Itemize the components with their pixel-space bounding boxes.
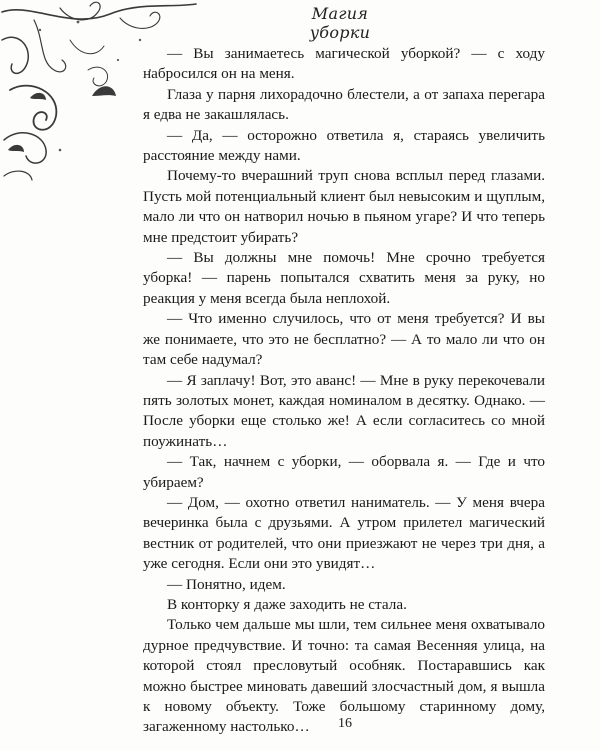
page-number: 16 [338, 716, 352, 731]
paragraph: В конторку я даже заходить не стала. [167, 595, 407, 613]
paragraph: — Да, — осторожно ответила я, стараясь увеличить расстояние между нами. [143, 126, 545, 165]
paragraph: Только чем дальше мы шли, тем сильнее меня охватывало дурное предчувствие. И точно: та самая Весенняя улица, на которой стоял пресловутый особняк. Постаравшись как можно быстрее миновать давеший злосчастный дом, я вышла к новому объекту. Тоже большому старинному дому, загаженному настолько… [143, 616, 545, 736]
body-text [143, 44, 545, 738]
paragraph: — Так, начнем с уборки, — оборвала я. — Где и что убираем? [143, 453, 545, 491]
paragraph: Глаза у парня лихорадочно блестели, а от запаха перегара я едва не закашлялась. [143, 85, 545, 124]
paragraph: — Дом, — охотно ответил наниматель. — У меня вчера вечеринка была с друзьями. А утром прилетел магический вестник от родителей, что они приезжают не через три дня, а уже сегодня. Если они это увидят… [143, 493, 545, 573]
paragraph: — Вы занимаетесь магической уборкой? — с ходу набросился он на меня. [143, 45, 545, 83]
paragraph: Почему-то вчерашний труп снова всплыл перед глазами. Пусть мой потенциальный клиент был невысоким и щуплым, мало ли что он натворил ночью в пьяном угаре? И что теперь мне предстоит убирать? [143, 167, 545, 246]
paragraph: — Я заплачу! Вот, это аванс! — Мне в руку перекочевали пять золотых монет, каждая номиналом в десятку. Однако. — После уборки еще столько же! А если согласитесь со мной поужинать… [143, 371, 545, 450]
paragraph: — Что именно случилось, что от меня требуется? И вы же понимаете, что это не бесплатно? — А то мало ли что он там себе надумал? [143, 310, 545, 369]
paragraph: — Понятно, идем. [167, 575, 286, 593]
running-head-title: Магия уборки [309, 4, 371, 42]
paragraph: — Вы должны мне помочь! Мне срочно требуется уборка! — парень попытался схватить меня за руку, но реакция у меня всегда была неплохой. [143, 249, 545, 307]
